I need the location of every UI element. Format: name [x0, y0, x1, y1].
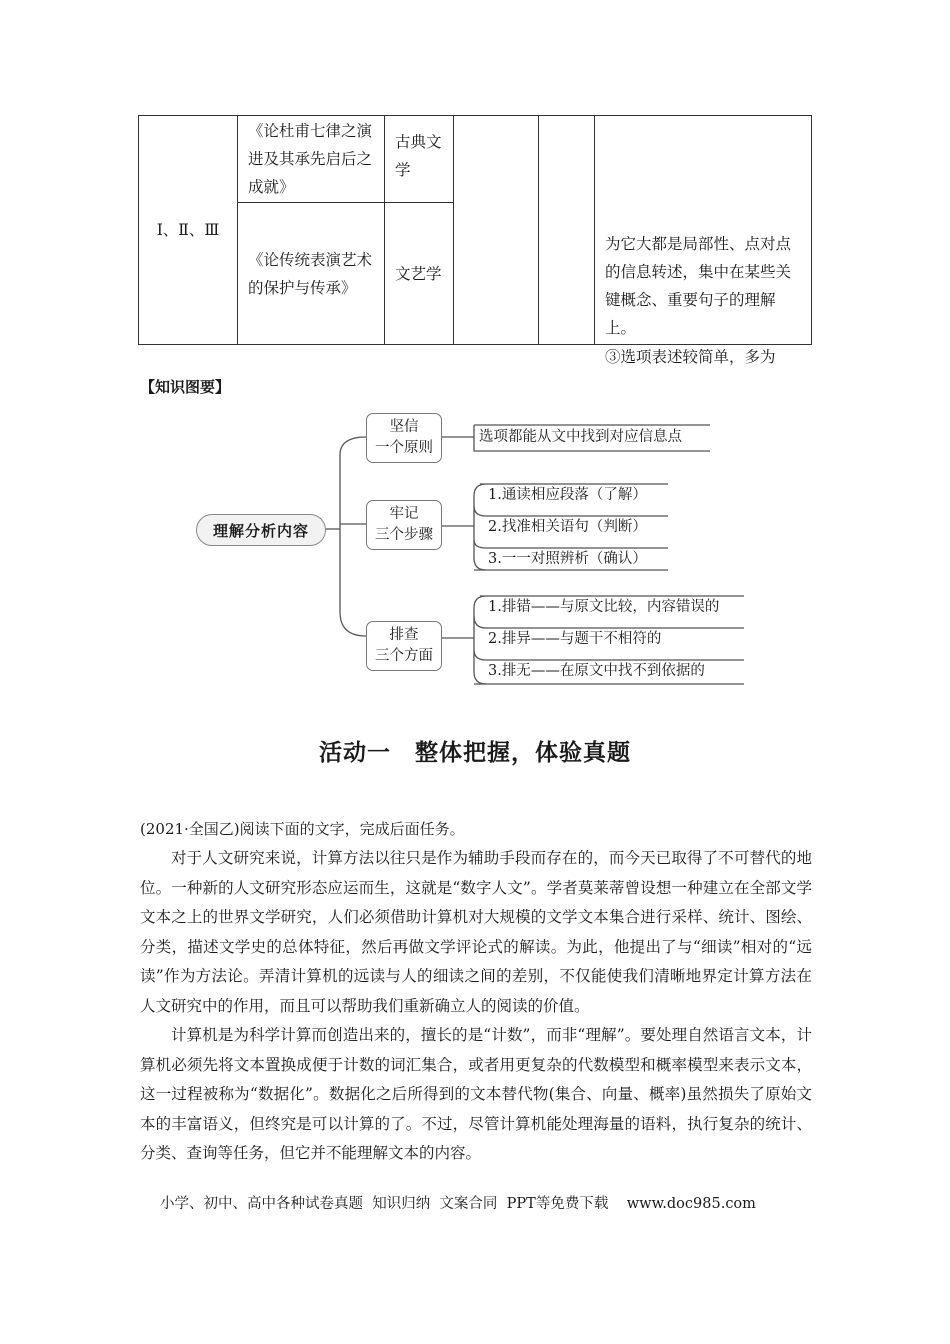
mindmap-item: 1.排错——与原文比较，内容错误的	[488, 599, 720, 615]
mindmap-item: 选项都能从文中找到对应信息点	[479, 429, 682, 445]
mindmap-node-aspects: 排查 三个方面	[366, 621, 442, 671]
mindmap-item: 2.排异——与题干不相符的	[488, 631, 662, 647]
group-label: Ⅰ、Ⅱ、Ⅲ	[156, 221, 220, 239]
table-cell-title: 《论杜甫七律之演进及其承先启后之成就》	[238, 116, 385, 203]
table-cell-field: 文艺学	[385, 203, 454, 345]
table-cell-explanation: 为它大都是局部性、点对点的信息转述，集中在某些关键概念、重要句子的理解上。	[595, 116, 812, 345]
footer: 小学、初中、高中各种试卷真题 知识归纳 文案合同 PPT等免费下载 www.doc985.com	[160, 1196, 756, 1212]
table-cell-field: 古典文学	[385, 116, 454, 203]
paragraph: 计算机是为科学计算而创造出来的，擅长的是“计数”，而非“理解”。要处理自然语言文本，计算机必须先将文本置换成便于计数的词汇集合，或者用更复杂的代数模型和概率模型来表示文本，这一过程被称为“数据化”。数据化之后所得到的文本替代物(集合、向量、概率)虽然损失了原始文本的丰富语义，但终究是可以计算的了。不过，尽管计算机能处理海量的语料，执行复杂的统计、分类、查询等任务，但它并不能理解文本的内容。	[140, 1026, 812, 1162]
reading-passage	[140, 844, 812, 1169]
overflow-text: ③选项表述较简单，多为	[605, 348, 776, 366]
mindmap-node-steps: 牢记 三个步骤	[366, 500, 442, 550]
section-label: 【知识图要】	[140, 378, 231, 396]
mindmap-node-principle: 坚信 一个原则	[366, 413, 442, 463]
activity-title: 活动一 整体把握，体验真题	[319, 740, 631, 766]
mindmap-item: 3.排无——在原文中找不到依据的	[488, 663, 705, 679]
paragraph: 对于人文研究来说，计算方法以往只是作为辅助手段而存在的，而今天已取得了不可替代的地位。一种新的人文研究形态应运而生，这就是“数字人文”。学者莫莱蒂曾设想一种建立在全部文学文本之上的世界文学研究，人们必须借助计算机对大规模的文学文本集合进行采样、统计、图绘、分类，描述文学史的总体特征，然后再做文学评论式的解读。为此，他提出了与“细读”相对的“远读”作为方法论。弄清计算机的远读与人的细读之间的差别，不仅能使我们清晰地界定计算方法在人文研究中的作用，而且可以帮助我们重新确立人的阅读的价值。	[140, 849, 812, 1015]
mindmap-item: 2.找准相关语句（判断）	[488, 519, 647, 535]
mindmap-item: 1.通读相应段落（了解）	[488, 487, 647, 503]
table-cell-title: 《论传统表演艺术的保护与传承》	[238, 203, 385, 345]
mindmap-item: 3.一一对照辨析（确认）	[488, 551, 647, 567]
source-line: (2021·全国乙)阅读下面的文字，完成后面任务。	[140, 820, 465, 838]
mindmap-root: 理解分析内容	[196, 514, 326, 546]
